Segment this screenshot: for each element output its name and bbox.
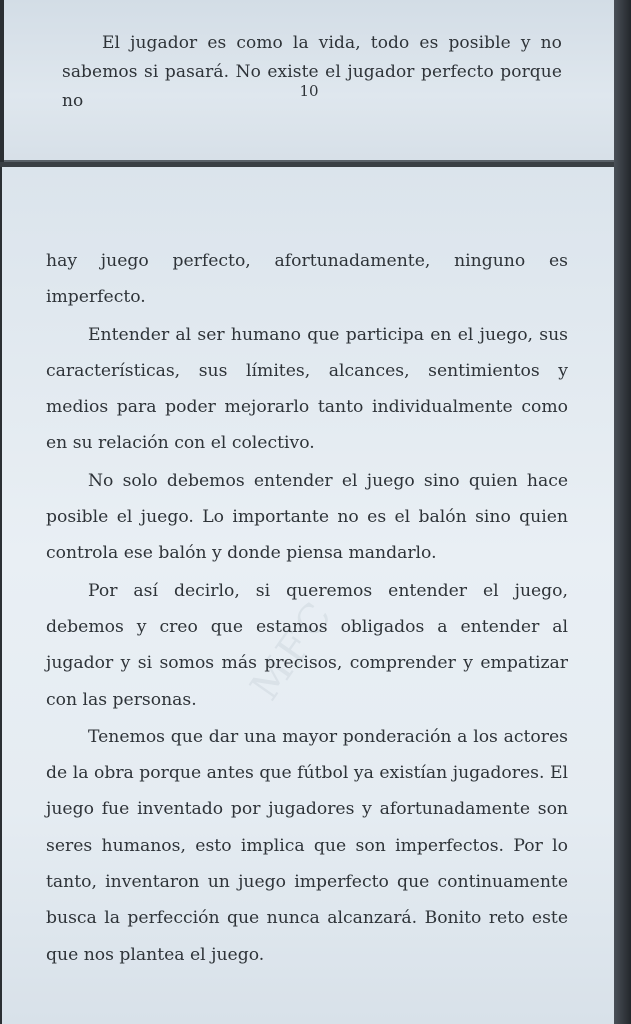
- paragraph: Entender al ser humano que participa en el juego, sus características, sus límites, alcances, sentimientos y medios para poder mejorarlo tanto individualmente como en su relación con el colectivo.: [46, 324, 568, 454]
- previous-page: [4, 0, 614, 162]
- paragraph-continuation: hay juego perfecto, afortunadamente, ninguno es imperfecto.: [46, 251, 568, 308]
- watermark: MFC: [241, 591, 344, 709]
- current-page: [2, 167, 614, 1024]
- paragraph: No solo debemos entender el juego sino quien hace posible el juego. Lo importante no es el balón sino quien controla ese balón y donde piensa mandarlo.: [46, 470, 568, 564]
- page-number: 10: [299, 82, 319, 100]
- paragraph: Tenemos que dar una mayor ponderación a los actores de la obra porque antes que fútbol ya existían jugadores. El juego fue inventado por jugadores y afortunadamente son seres humanos, esto implica que son imperfectos. Por lo tanto, inventaron un juego imperfecto que continuamente busca la perfección que nunca alcanzará. Bonito reto este que nos plantea el juego.: [46, 726, 568, 965]
- paragraph: Por así decirlo, si queremos entender el juego, debemos y creo que estamos obligados a entender al jugador y si somos más precisos, comprender y empatizar con las personas.: [46, 580, 568, 710]
- previous-page-text: El jugador es como la vida, todo es posible y no sabemos si pasará. No existe el jugador perfecto porque no: [62, 33, 562, 111]
- screen-edge: [614, 0, 631, 1024]
- page-body: [46, 243, 568, 973]
